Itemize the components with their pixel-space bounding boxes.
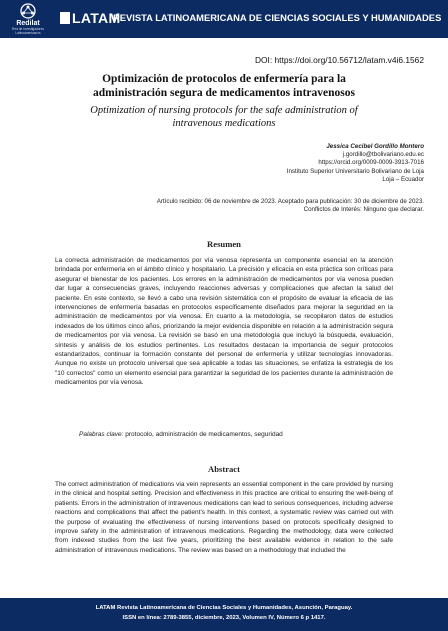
latam-square-icon — [60, 12, 70, 24]
title-es-line-1: Optimización de protocolos de enfermería para la — [102, 73, 346, 85]
author-block — [287, 143, 424, 184]
author-orcid[interactable]: https://orcid.org/0009-0009-3913-7016 — [318, 159, 424, 167]
logo-subtext: Red de Investigadores Latinoamericanos — [12, 27, 44, 35]
article-dates — [157, 198, 424, 214]
footer-citation: LATAM Revista Latinoamericana de Ciencias Sociales y Humanidades, Asunción, Paraguay. — [95, 605, 353, 611]
title-es-line-2: administración segura de medicamentos intravenosos — [93, 87, 355, 99]
doi-link[interactable]: DOI: https://doi.org/10.56712/latam.v4i6.1562 — [254, 55, 424, 65]
journal-title: REVISTA LATINOAMERICANA DE CIENCIAS SOCIALES Y HUMANIDADES — [113, 12, 442, 23]
resumen-heading: Resumen — [207, 239, 241, 249]
journal-header — [0, 0, 448, 38]
conflicts-of-interest: Conflictos de Interés: Ninguno que declarar. — [303, 206, 424, 213]
author-email[interactable]: j.gordillo@tbolivariano.edu.ec — [342, 151, 424, 159]
article-title-spanish — [40, 72, 408, 100]
article-title-english — [40, 105, 408, 130]
keywords-label: Palabras clave: — [79, 431, 124, 438]
logo-text: Redilat — [16, 20, 40, 27]
journal-footer — [0, 598, 448, 631]
title-en-line-1: Optimization of nursing protocols for the safe administration of — [90, 105, 358, 116]
author-name: Jessica Cecibel Gordillo Montero — [326, 143, 424, 150]
footer-issn: ISSN en línea: 2789-3855, diciembre, 2023, Volumen IV, Número 6 p 1417. — [122, 615, 326, 621]
keywords — [79, 431, 283, 438]
title-en-line-2: intravenous medications — [172, 117, 276, 129]
author-location: Loja – Ecuador — [382, 175, 424, 183]
received-accepted-dates: Artículo recibido: 06 de noviembre de 2023. Aceptado para publicación: 30 de diciembre de 2023. — [156, 198, 424, 205]
abstract-paragraph: The correct administration of medications via vein represents an essential component in the care provided by nursing in the clinical and hospital setting. Precision and effectiveness in this practice are critical to ensuring the well-being of patients. Errors in the administration of intravenous medications can lead to serious consequences, including adverse reactions and complications that affect the patient's health. In this context, a systematic review was carried out with the purpose of evaluating the effectiveness of nursing interventions based on protocols specifically designed to improve safety in the administration of intravenous medications. Regarding the methodology, data were collected from indexed studies from the last five years, prioritizing the best available evidence in relation to the safe administration of intravenous medications. The review was based on a methodology that included the — [55, 481, 393, 554]
latam-badge — [60, 9, 120, 27]
redilat-emblem-icon — [17, 3, 39, 19]
latam-wordmark: LATAM — [72, 10, 121, 26]
abstract-heading: Abstract — [208, 464, 240, 474]
resumen-paragraph: La correcta administración de medicamentos por vía venosa representa un componente esencial en la atención brindada por enfermería en el ámbito clínico y hospitalario. La precisión y eficacia en esta práctica son críticas para asegurar el bienestar de los pacientes. Los errores en la administración de medicamentos por vía venosa pueden dar lugar a consecuencias graves, incluyendo reacciones adversas y complicaciones que afectan la salud del paciente. En este contexto, se llevó a cabo una revisión sistemática con el propósito de evaluar la eficacia de las intervenciones de enfermería basadas en protocolos específicamente diseñados para mejorar la seguridad en la administración de medicamentos por vía venosa. En cuanto a la metodología, se recopilaron datos de estudios indexados de los últimos cinco años, priorizando la mejor evidencia disponible en relación a la administración segura de medicamentos por vía venosa. La revisión se basó en una metodología que incluyó la búsqueda, evaluación, síntesis y análisis de los estudios pertinentes. Los resultados destacan la importancia de seguir protocolos estandarizados, continuar la formación constante del personal de enfermería y utilizar tecnologías innovadoras. Aunque no existe un protocolo universal que sea aplicable a todas las situaciones, se enfatiza la estrategia de los "10 correctos" como un elemento esencial para garantizar la seguridad de los pacientes durante la administración de medicamentos por vía venosa. — [55, 257, 393, 387]
redilat-logo — [0, 0, 56, 38]
author-institution: Instituto Superior Universitario Bolivariano de Loja — [286, 167, 424, 175]
keywords-values: protocolo, administración de medicamentos, seguridad — [125, 431, 283, 438]
